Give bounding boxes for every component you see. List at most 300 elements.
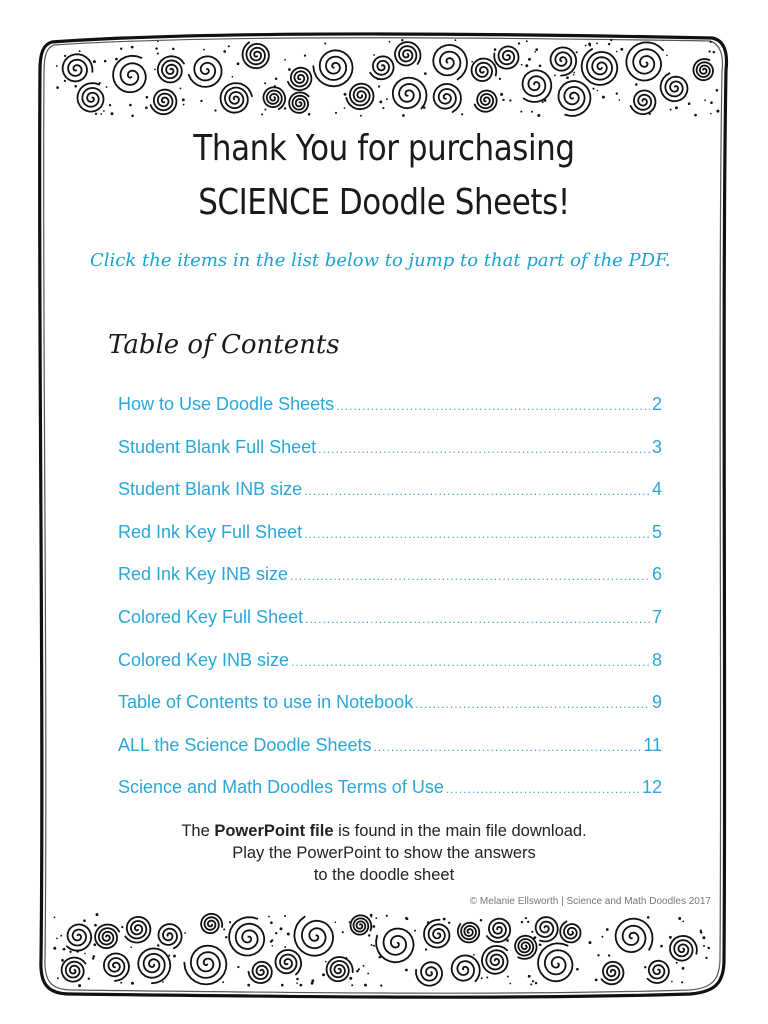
dot-icon bbox=[700, 931, 703, 934]
dot-icon bbox=[288, 68, 291, 71]
dot-icon bbox=[576, 968, 579, 971]
toc-item-page[interactable]: 2 bbox=[651, 394, 662, 414]
swirl-icon bbox=[243, 42, 269, 68]
toc-item[interactable] bbox=[118, 522, 662, 565]
dot-icon bbox=[311, 982, 314, 985]
dot-icon bbox=[576, 51, 578, 53]
powerpoint-note bbox=[0, 820, 768, 886]
dot-icon bbox=[520, 111, 522, 113]
dot-icon bbox=[232, 76, 234, 78]
swirl-icon bbox=[582, 49, 618, 85]
dot-icon bbox=[386, 915, 388, 917]
swirl-icon bbox=[551, 47, 577, 75]
swirl-icon bbox=[433, 45, 467, 80]
dot-icon bbox=[184, 932, 186, 934]
dot-icon bbox=[296, 982, 298, 984]
dot-icon bbox=[597, 90, 599, 92]
swirl-icon bbox=[370, 56, 394, 79]
dot-icon bbox=[162, 981, 164, 983]
swirl-icon bbox=[482, 946, 508, 974]
dot-icon bbox=[518, 42, 520, 44]
page-title bbox=[54, 122, 714, 230]
dot-icon bbox=[386, 98, 388, 100]
dot-icon bbox=[281, 984, 284, 987]
dot-icon bbox=[526, 40, 528, 42]
dot-icon bbox=[96, 913, 99, 916]
dot-icon bbox=[223, 50, 226, 53]
dot-icon bbox=[237, 62, 240, 65]
dot-icon bbox=[710, 113, 712, 115]
swirl-icon bbox=[393, 78, 427, 109]
swirl-icon bbox=[648, 961, 669, 983]
toc-item[interactable] bbox=[118, 650, 662, 693]
dot-icon bbox=[88, 977, 90, 979]
dot-icon bbox=[56, 938, 58, 940]
toc-item-label[interactable]: Red Ink Key Full Sheet bbox=[118, 521, 303, 542]
dot-icon bbox=[424, 72, 427, 75]
dot-icon bbox=[74, 85, 77, 88]
dot-icon bbox=[671, 981, 673, 983]
swirl-icon bbox=[62, 958, 86, 982]
dot-icon bbox=[63, 948, 66, 951]
dot-icon bbox=[84, 953, 86, 955]
swirl-icon bbox=[158, 56, 184, 82]
dot-icon bbox=[173, 955, 176, 958]
dot-icon bbox=[271, 939, 273, 941]
dot-icon bbox=[480, 919, 482, 921]
swirl-icon bbox=[494, 46, 518, 68]
swirl-icon bbox=[475, 91, 497, 112]
toc-item-label[interactable]: Table of Contents to use in Notebook bbox=[118, 692, 414, 713]
dot-icon bbox=[183, 104, 185, 106]
dot-icon bbox=[268, 916, 270, 918]
swirl-icon bbox=[67, 924, 91, 950]
swirl-icon bbox=[523, 70, 552, 102]
dot-icon bbox=[78, 984, 81, 987]
dot-icon bbox=[179, 87, 181, 89]
dot-icon bbox=[157, 41, 159, 43]
toc-item-page[interactable]: 5 bbox=[651, 521, 662, 542]
dot-icon bbox=[610, 39, 612, 41]
swirl-icon bbox=[184, 946, 226, 985]
swirl-icon bbox=[536, 917, 558, 941]
dot-icon bbox=[669, 936, 672, 939]
dot-icon bbox=[377, 78, 379, 80]
toc-item-leader bbox=[291, 655, 650, 669]
dot-icon bbox=[324, 42, 326, 44]
swirl-icon bbox=[424, 920, 449, 948]
dot-icon bbox=[710, 101, 713, 104]
dot-icon bbox=[402, 114, 405, 117]
toc-item[interactable] bbox=[118, 564, 662, 607]
dot-icon bbox=[405, 969, 408, 972]
toc-item-leader bbox=[415, 697, 650, 711]
dot-icon bbox=[481, 977, 483, 979]
swirl-icon bbox=[626, 42, 663, 80]
dot-icon bbox=[280, 927, 283, 930]
swirl-icon bbox=[515, 936, 537, 959]
dot-icon bbox=[155, 47, 157, 49]
note-suffix: is found in the main file download. bbox=[333, 822, 587, 840]
dot-icon bbox=[713, 51, 715, 53]
dot-icon bbox=[389, 41, 391, 43]
swirl-icon bbox=[538, 943, 573, 981]
toc-item[interactable] bbox=[118, 692, 662, 735]
dot-icon bbox=[502, 99, 504, 101]
dot-icon bbox=[414, 930, 416, 932]
dot-icon bbox=[507, 976, 509, 978]
dot-icon bbox=[146, 96, 149, 99]
swirl-icon bbox=[313, 50, 352, 86]
dot-icon bbox=[675, 106, 678, 109]
swirl-doodle-bottom-icon bbox=[0, 890, 768, 1024]
dot-icon bbox=[660, 945, 663, 948]
instruction-text: Click the items in the list below to jump to that part of the PDF. bbox=[90, 250, 671, 271]
dot-icon bbox=[131, 982, 134, 985]
toc-item-page[interactable]: 8 bbox=[651, 649, 662, 670]
dot-icon bbox=[647, 916, 650, 919]
dot-icon bbox=[129, 104, 132, 107]
dot-icon bbox=[131, 46, 134, 49]
dot-icon bbox=[527, 921, 529, 923]
dot-icon bbox=[103, 110, 105, 112]
dot-icon bbox=[121, 926, 123, 928]
dot-icon bbox=[616, 92, 618, 94]
dot-icon bbox=[401, 39, 403, 41]
dot-icon bbox=[145, 106, 148, 109]
toc-item-page[interactable]: 3 bbox=[651, 436, 662, 457]
swirl-icon bbox=[95, 925, 119, 949]
dot-icon bbox=[473, 954, 475, 956]
dot-icon bbox=[222, 981, 224, 983]
swirl-icon bbox=[276, 950, 302, 975]
dot-icon bbox=[172, 48, 175, 51]
dot-icon bbox=[274, 85, 276, 87]
dot-icon bbox=[702, 936, 705, 939]
dot-icon bbox=[60, 935, 62, 937]
dot-icon bbox=[682, 967, 685, 970]
swirl-icon bbox=[159, 924, 182, 948]
dot-icon bbox=[360, 115, 362, 117]
dot-icon bbox=[461, 113, 463, 115]
dot-icon bbox=[228, 45, 230, 47]
dot-icon bbox=[56, 86, 59, 89]
swirl-icon bbox=[560, 921, 580, 942]
dot-icon bbox=[554, 74, 556, 76]
dot-icon bbox=[525, 917, 527, 919]
swirl-icon bbox=[229, 917, 264, 955]
swirl-icon bbox=[138, 948, 170, 983]
dot-icon bbox=[296, 978, 299, 981]
dot-icon bbox=[573, 72, 575, 74]
dot-icon bbox=[100, 113, 102, 115]
dot-icon bbox=[681, 981, 683, 983]
copyright-text: © Melanie Ellsworth | Science and Math Doodles 2017 bbox=[469, 896, 711, 907]
dot-icon bbox=[499, 78, 501, 80]
dot-icon bbox=[76, 950, 79, 953]
title-line-2: SCIENCE Doodle Sheets! bbox=[198, 182, 570, 223]
swirl-icon bbox=[151, 90, 177, 115]
dot-icon bbox=[608, 43, 610, 45]
dot-icon bbox=[214, 109, 216, 111]
dot-icon bbox=[375, 917, 377, 919]
toc-item[interactable] bbox=[118, 607, 662, 650]
dot-icon bbox=[64, 55, 66, 57]
toc-item-page[interactable]: 6 bbox=[651, 564, 662, 585]
note-line-3: to the doodle sheet bbox=[313, 866, 455, 884]
dot-icon bbox=[182, 98, 185, 101]
dot-icon bbox=[644, 966, 646, 968]
dot-icon bbox=[528, 975, 531, 978]
swirl-icon bbox=[104, 953, 129, 981]
dot-icon bbox=[531, 931, 533, 933]
dot-icon bbox=[322, 973, 325, 976]
dot-icon bbox=[707, 947, 710, 950]
toc-item-label[interactable]: How to Use Doodle Sheets bbox=[118, 394, 335, 414]
dot-icon bbox=[247, 984, 250, 987]
dot-icon bbox=[534, 51, 536, 53]
dot-icon bbox=[666, 55, 668, 57]
dot-icon bbox=[425, 948, 427, 950]
swirl-icon bbox=[294, 917, 333, 956]
dot-icon bbox=[349, 921, 351, 923]
swirl-icon bbox=[78, 83, 104, 112]
dot-icon bbox=[130, 946, 132, 948]
toc-item-label[interactable]: Colored Key Full Sheet bbox=[118, 606, 304, 627]
note-bold: PowerPoint file bbox=[214, 822, 334, 840]
swirl-doodle-top-icon bbox=[0, 0, 768, 130]
toc-item-leader bbox=[446, 782, 640, 796]
dot-icon bbox=[494, 48, 497, 51]
dot-icon bbox=[532, 980, 534, 982]
dot-icon bbox=[540, 944, 542, 946]
swirl-icon bbox=[631, 91, 656, 115]
dot-icon bbox=[308, 113, 311, 116]
dot-icon bbox=[620, 48, 623, 51]
dot-icon bbox=[694, 114, 697, 117]
dot-icon bbox=[106, 86, 108, 88]
dot-icon bbox=[203, 49, 205, 51]
dot-icon bbox=[530, 983, 532, 985]
swirl-icon bbox=[189, 56, 222, 87]
dot-icon bbox=[346, 957, 348, 959]
dot-icon bbox=[427, 921, 429, 923]
toc-item-label[interactable]: Student Blank INB size bbox=[118, 479, 303, 500]
dot-icon bbox=[589, 45, 591, 47]
dot-icon bbox=[678, 917, 681, 920]
dot-icon bbox=[300, 984, 303, 987]
dot-icon bbox=[521, 921, 523, 923]
dot-icon bbox=[69, 951, 71, 953]
toc-item-label[interactable]: Colored Key INB size bbox=[118, 649, 290, 670]
dot-icon bbox=[53, 947, 56, 950]
dot-icon bbox=[448, 922, 450, 924]
toc-item-leader bbox=[318, 442, 650, 456]
swirl-icon bbox=[113, 56, 146, 92]
dot-icon bbox=[705, 957, 707, 959]
toc-item-label[interactable]: Science and Math Doodles Terms of Use bbox=[118, 777, 444, 798]
toc-item-leader bbox=[305, 612, 650, 626]
dot-icon bbox=[373, 945, 375, 947]
dot-icon bbox=[61, 959, 64, 962]
swirl-icon bbox=[221, 83, 253, 113]
dot-icon bbox=[589, 941, 592, 944]
dot-icon bbox=[200, 100, 202, 102]
dot-icon bbox=[64, 80, 66, 82]
toc-item-label[interactable]: Red Ink Key INB size bbox=[118, 564, 289, 585]
dot-icon bbox=[710, 41, 712, 43]
swirl-icon bbox=[452, 955, 480, 981]
dot-icon bbox=[95, 113, 97, 115]
dot-icon bbox=[275, 932, 277, 934]
dot-icon bbox=[131, 115, 134, 118]
toc-item[interactable] bbox=[118, 394, 662, 437]
toc-item-page[interactable]: 9 bbox=[651, 692, 662, 713]
dot-icon bbox=[372, 925, 375, 928]
toc-item[interactable] bbox=[118, 735, 662, 778]
dot-icon bbox=[716, 89, 719, 92]
dot-icon bbox=[225, 936, 227, 938]
dot-icon bbox=[284, 107, 286, 109]
swirl-icon bbox=[63, 54, 93, 81]
dot-icon bbox=[443, 918, 446, 921]
toc-item-leader bbox=[336, 399, 650, 413]
dot-icon bbox=[367, 972, 369, 974]
dot-icon bbox=[223, 928, 225, 930]
dot-icon bbox=[264, 82, 266, 84]
toc-item-page[interactable]: 11 bbox=[643, 734, 662, 755]
dot-icon bbox=[371, 916, 373, 918]
dot-icon bbox=[334, 921, 336, 923]
dot-icon bbox=[358, 968, 360, 970]
toc-item[interactable] bbox=[118, 479, 662, 522]
dot-icon bbox=[649, 113, 651, 115]
toc-item-leader bbox=[304, 527, 650, 541]
dot-icon bbox=[688, 102, 691, 105]
dot-icon bbox=[94, 924, 97, 927]
dot-icon bbox=[596, 42, 598, 44]
dot-icon bbox=[368, 934, 370, 936]
dot-icon bbox=[120, 48, 122, 50]
dot-icon bbox=[275, 77, 278, 80]
toc-item-page[interactable]: 12 bbox=[641, 777, 662, 798]
toc-item[interactable] bbox=[118, 777, 662, 820]
dot-icon bbox=[378, 85, 380, 87]
toc-item[interactable] bbox=[118, 437, 662, 480]
dot-icon bbox=[325, 961, 327, 963]
dot-icon bbox=[356, 970, 359, 973]
dot-icon bbox=[682, 921, 684, 923]
dot-icon bbox=[287, 933, 290, 936]
dot-icon bbox=[79, 50, 81, 52]
dot-icon bbox=[616, 51, 618, 53]
dot-icon bbox=[93, 943, 96, 946]
toc-list bbox=[118, 394, 662, 820]
dot-icon bbox=[370, 914, 373, 917]
dot-icon bbox=[57, 977, 59, 979]
dot-icon bbox=[595, 979, 598, 982]
swirl-icon bbox=[416, 962, 442, 985]
dot-icon bbox=[471, 61, 473, 63]
dot-icon bbox=[585, 45, 587, 47]
dot-icon bbox=[120, 982, 122, 984]
dot-icon bbox=[602, 96, 605, 99]
dot-icon bbox=[537, 114, 540, 117]
swirl-icon bbox=[472, 59, 497, 82]
dot-icon bbox=[601, 936, 603, 938]
dot-icon bbox=[93, 60, 96, 63]
dot-icon bbox=[573, 74, 575, 76]
dot-icon bbox=[539, 65, 542, 68]
toc-item-label[interactable]: ALL the Science Doodle Sheets bbox=[118, 734, 372, 755]
dot-icon bbox=[270, 921, 273, 924]
dot-icon bbox=[608, 954, 610, 956]
dot-icon bbox=[535, 48, 538, 51]
dot-icon bbox=[597, 954, 599, 956]
dot-icon bbox=[168, 955, 170, 957]
dot-icon bbox=[56, 65, 58, 67]
dot-icon bbox=[405, 917, 408, 920]
dot-icon bbox=[379, 100, 382, 103]
dot-icon bbox=[380, 984, 382, 986]
dot-icon bbox=[506, 939, 509, 942]
dot-icon bbox=[109, 104, 111, 106]
swirl-icon bbox=[289, 92, 309, 113]
dot-icon bbox=[566, 76, 569, 79]
swirl-icon bbox=[201, 914, 222, 933]
dot-icon bbox=[500, 93, 503, 96]
dot-icon bbox=[284, 946, 286, 948]
dot-icon bbox=[455, 39, 457, 41]
dot-icon bbox=[264, 108, 266, 110]
swirl-icon bbox=[249, 962, 272, 983]
dot-icon bbox=[531, 111, 533, 113]
dot-icon bbox=[606, 928, 609, 931]
dot-icon bbox=[708, 50, 710, 52]
swirl-icon bbox=[661, 73, 688, 101]
toc-heading: Table of Contents bbox=[108, 330, 340, 360]
dot-icon bbox=[54, 917, 56, 919]
dot-icon bbox=[542, 101, 544, 103]
toc-item-leader bbox=[304, 484, 650, 498]
dot-icon bbox=[261, 114, 263, 116]
dot-icon bbox=[344, 107, 346, 109]
dot-icon bbox=[93, 955, 96, 958]
dot-icon bbox=[157, 52, 159, 54]
dot-icon bbox=[378, 956, 380, 958]
toc-item-page[interactable]: 7 bbox=[651, 606, 662, 627]
dot-icon bbox=[92, 957, 94, 959]
swirl-icon bbox=[559, 81, 591, 116]
dot-icon bbox=[311, 979, 314, 982]
dot-icon bbox=[619, 99, 621, 101]
swirl-icon bbox=[346, 84, 373, 110]
dot-icon bbox=[423, 106, 426, 109]
swirl-icon bbox=[670, 936, 697, 961]
toc-item-page[interactable]: 4 bbox=[651, 479, 662, 500]
dot-icon bbox=[525, 64, 528, 67]
dot-icon bbox=[271, 945, 273, 947]
dot-icon bbox=[115, 58, 118, 61]
swirl-icon bbox=[263, 87, 285, 109]
dot-icon bbox=[716, 110, 719, 113]
dot-icon bbox=[509, 983, 511, 985]
swirl-icon bbox=[487, 919, 510, 942]
dot-icon bbox=[111, 112, 114, 115]
dot-icon bbox=[635, 83, 638, 86]
toc-item-label[interactable]: Student Blank Full Sheet bbox=[118, 436, 317, 457]
dot-icon bbox=[521, 64, 523, 66]
